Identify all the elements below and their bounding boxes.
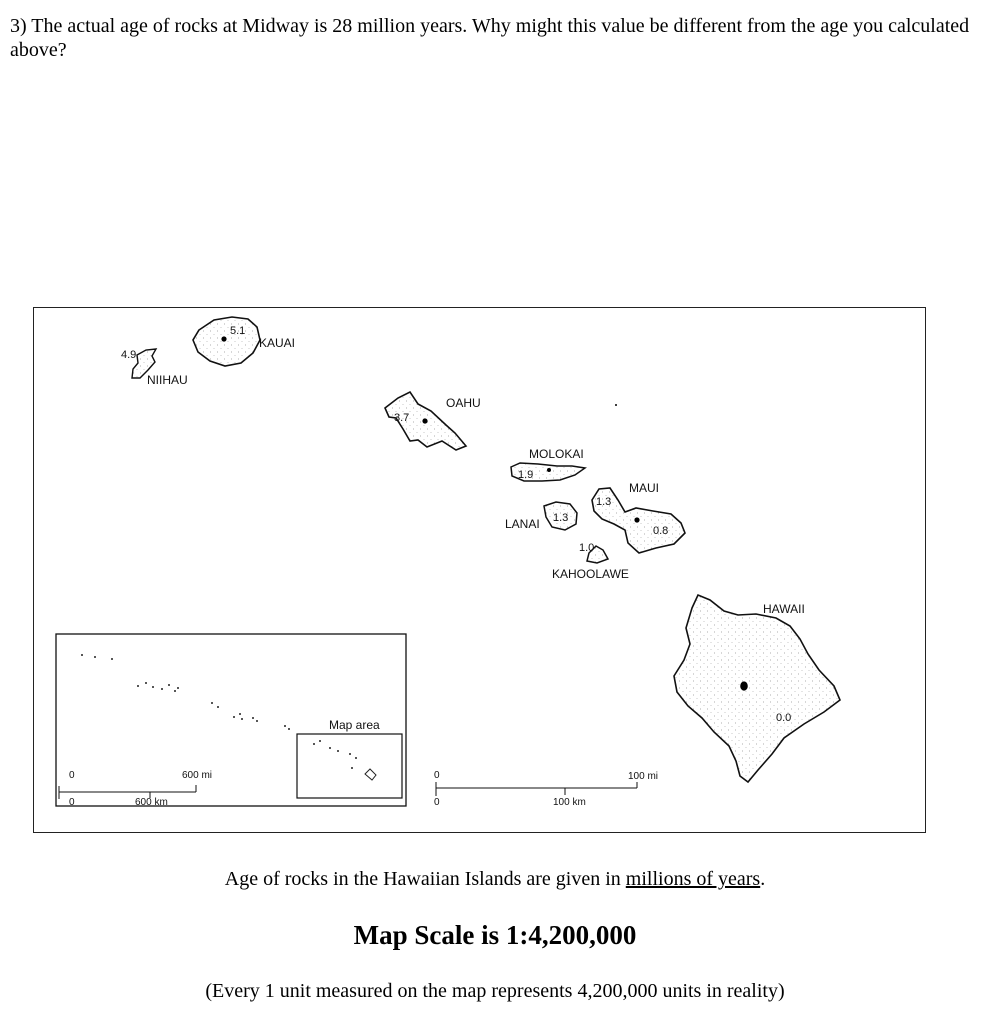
map-scale-explanation: (Every 1 unit measured on the map represents 4,200,000 units in reality) [205, 980, 785, 1002]
question-text: 3) The actual age of rocks at Midway is 28 million years. Why might this value be different from the age you calculated above? [10, 15, 970, 61]
hawaii-age: 0.0 [776, 712, 792, 724]
kauai-name: KAUAI [259, 336, 296, 350]
main-scale-bar [436, 782, 637, 796]
hawaii-name: HAWAII [763, 602, 805, 616]
maui-name: MAUI [629, 481, 659, 495]
maui-dot [634, 517, 639, 522]
oahu-dot [422, 418, 427, 423]
kauai-age: 5.1 [230, 325, 246, 337]
oahu-age: 3.7 [394, 412, 410, 424]
islet-dot [615, 404, 617, 406]
main-scale-mi: 100 mi [628, 771, 659, 782]
caption-ages-suffix: . [760, 868, 766, 890]
lanai-age: 1.3 [553, 512, 569, 524]
maui-age-east: 0.8 [653, 525, 669, 537]
inset-map-area-label: Map area [329, 718, 380, 732]
niihau-name: NIIHAU [147, 373, 188, 387]
kahoolawe-name: KAHOOLAWE [552, 567, 629, 581]
molokai-age: 1.9 [518, 469, 534, 481]
lanai-name: LANAI [505, 517, 540, 531]
map-scale-heading: Map Scale is 1:4,200,000 [353, 920, 637, 950]
hawaii-map [33, 307, 926, 833]
main-scale-zero-mi: 0 [434, 770, 440, 781]
kauai-dot [221, 336, 226, 341]
maui-age-west: 1.3 [596, 496, 612, 508]
main-scale-km: 100 km [553, 797, 586, 808]
caption-ages [0, 868, 990, 891]
map-svg [34, 308, 927, 834]
inset-scale-km: 600 km [135, 797, 168, 808]
inset-scale-zero-km: 0 [69, 797, 75, 808]
main-scale-zero-km: 0 [434, 797, 440, 808]
kahoolawe-age: 1.0 [579, 542, 595, 554]
caption-ages-underlined: millions of years [625, 868, 761, 890]
oahu-name: OAHU [446, 396, 481, 410]
caption-ages-prefix: Age of rocks in the Hawaiian Islands are given in [224, 868, 626, 890]
inset-scale-mi: 600 mi [182, 770, 213, 781]
kauai-island [193, 317, 260, 366]
inset-scale-zero-mi: 0 [69, 770, 75, 781]
molokai-dot [547, 468, 551, 472]
hawaii-dot [740, 681, 748, 690]
molokai-name: MOLOKAI [529, 447, 584, 461]
niihau-age: 4.9 [121, 349, 137, 361]
hawaii-island [674, 595, 840, 782]
